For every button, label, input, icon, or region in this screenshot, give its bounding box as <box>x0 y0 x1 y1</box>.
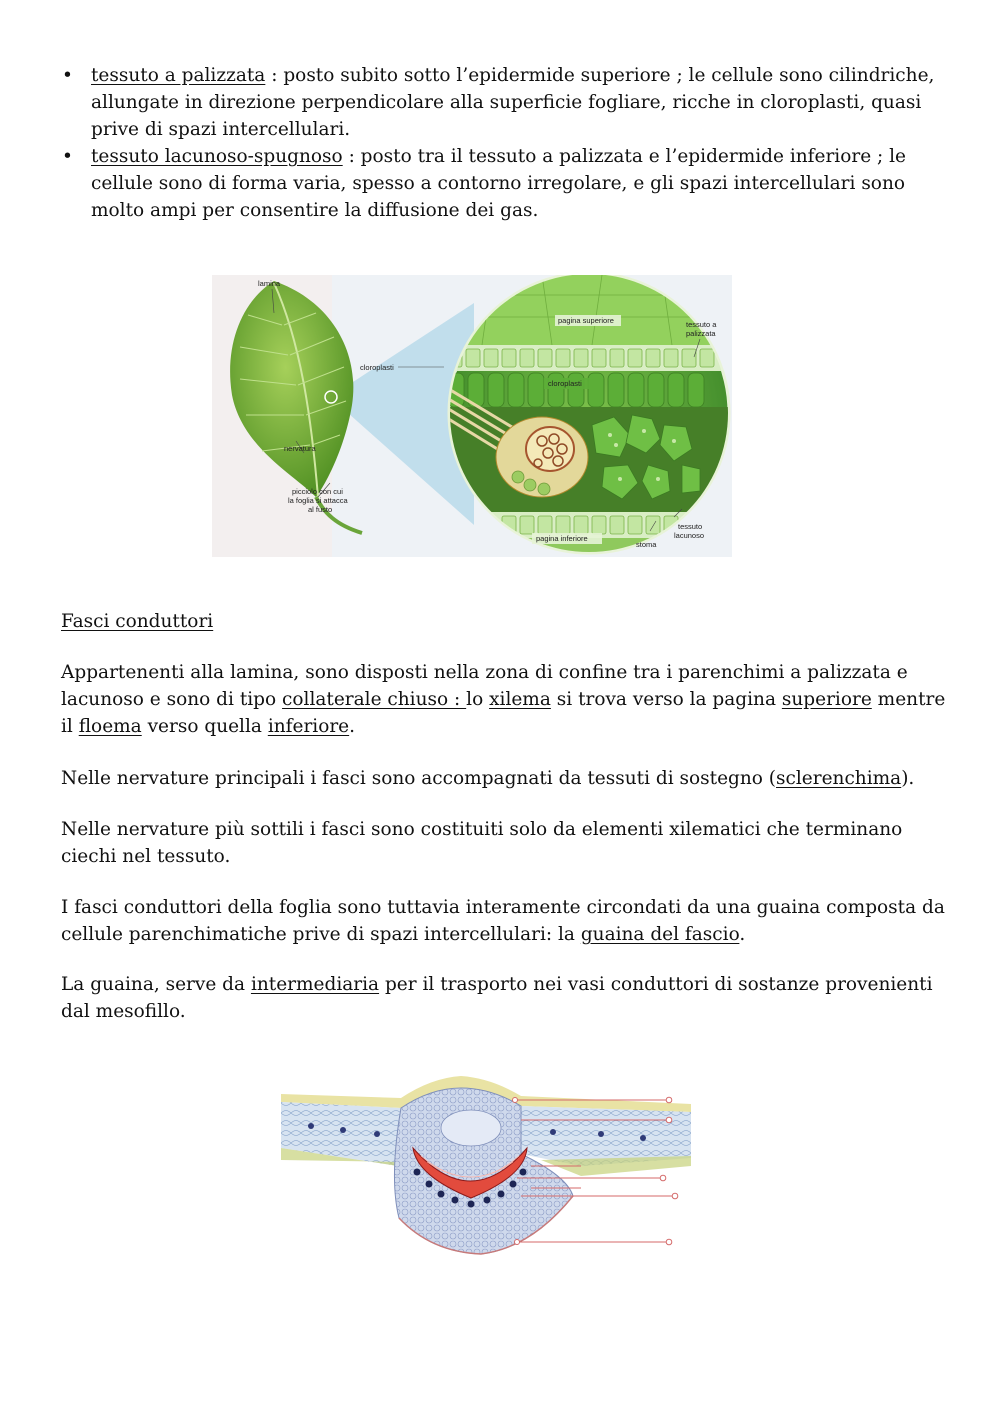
bullet-symbol: • <box>62 146 73 167</box>
term-floema: floema <box>78 716 142 737</box>
paragraph-guaina <box>61 894 951 948</box>
label-picciolo-3: al fusto <box>308 505 333 514</box>
paragraph-intermediaria <box>61 971 951 1025</box>
label-cloroplasti-left: cloroplasti <box>360 363 394 372</box>
paragraph-collaterale <box>61 659 951 740</box>
bullet-text: : posto tra il tessuto a palizzata e l’epidermide inferiore ; le cellule sono di forma varia, spesso a contorno irregolare, e gli spazi intercellulari sono molto ampi per consentire la diffusione dei gas. <box>91 146 907 221</box>
term-inferiore: inferiore <box>267 716 350 737</box>
label-tessuto-l-2: lacunoso <box>674 531 705 540</box>
term-intermediaria: intermediaria <box>250 974 380 995</box>
label-pagina-inferiore: pagina inferiore <box>536 534 588 543</box>
bullet-item-palizzata <box>60 62 950 143</box>
leaf-micrograph-figure <box>281 1048 691 1314</box>
text-run: si trova verso la pagina <box>550 689 782 710</box>
label-pagina-superiore: pagina superiore <box>558 316 614 325</box>
bullet-symbol: • <box>62 65 73 86</box>
label-tessuto-a-2: palizzata <box>686 329 716 338</box>
text-run: La guaina, serve da <box>61 974 251 995</box>
bullet-list <box>60 62 950 224</box>
label-tessuto-l-1: tessuto <box>678 522 703 531</box>
bullet-text: : posto subito sotto l’epidermide superiore ; le cellule sono cilindriche, allungate in direzione perpendicolare alla superficie fogliare, ricche in cloroplasti, quasi prive di spazi intercellulari. <box>91 65 935 140</box>
text-run: . <box>349 716 356 737</box>
section-heading <box>61 608 951 635</box>
term-tessuto-a-palizzata: tessuto a palizzata <box>91 65 266 86</box>
label-cloroplasti-center: cloroplasti <box>548 379 582 388</box>
label-tessuto-a-1: tessuto a <box>686 320 717 329</box>
text-run: lo <box>466 689 490 710</box>
bullet-item-lacunoso <box>60 143 950 224</box>
label-picciolo-1: picciolo con cui <box>292 487 343 496</box>
text-run: . <box>739 924 746 945</box>
term-collaterale-chiuso: collaterale chiuso : <box>282 689 467 710</box>
text-run: ). <box>901 768 915 789</box>
text-run: Appartenenti alla lamina, sono disposti nella zona di confine tra i parenchimi a palizzata e lacunoso e sono di tipo <box>61 662 908 710</box>
text-run: I fasci conduttori della foglia sono tuttavia interamente circondati da una guaina composta da cellule parenchimatiche prive di spazi intercellulari: la <box>61 897 945 945</box>
term-guaina-del-fascio: guaina del fascio <box>580 924 740 945</box>
term-superiore: superiore <box>781 689 872 710</box>
term-sclerenchima: sclerenchima <box>776 768 902 789</box>
leaf-anatomy-figure <box>212 275 732 557</box>
paragraph-sclerenchima <box>61 765 951 792</box>
term-xilema: xilema <box>489 689 551 710</box>
term-tessuto-lacunoso-spugnoso: tessuto lacunoso-spugnoso <box>91 146 343 167</box>
label-nervatura: nervatura <box>284 444 316 453</box>
text-run: mentre il <box>61 689 946 737</box>
text-run: Nelle nervature principali i fasci sono accompagnati da tessuti di sostegno ( <box>61 768 777 789</box>
text-run: per il trasporto nei vasi conduttori di sostanze provenienti dal mesofillo. <box>61 974 933 1022</box>
text-run: verso quella <box>141 716 268 737</box>
label-picciolo-2: la foglia si attacca <box>288 496 348 505</box>
label-lamina: lamina <box>258 279 281 288</box>
label-stoma: stoma <box>636 540 657 549</box>
heading-fasci-conduttori: Fasci conduttori <box>61 611 214 632</box>
paragraph-nervature-sottili: Nelle nervature più sottili i fasci sono costituiti solo da elementi xilematici che terminano ciechi nel tessuto. <box>61 819 903 867</box>
